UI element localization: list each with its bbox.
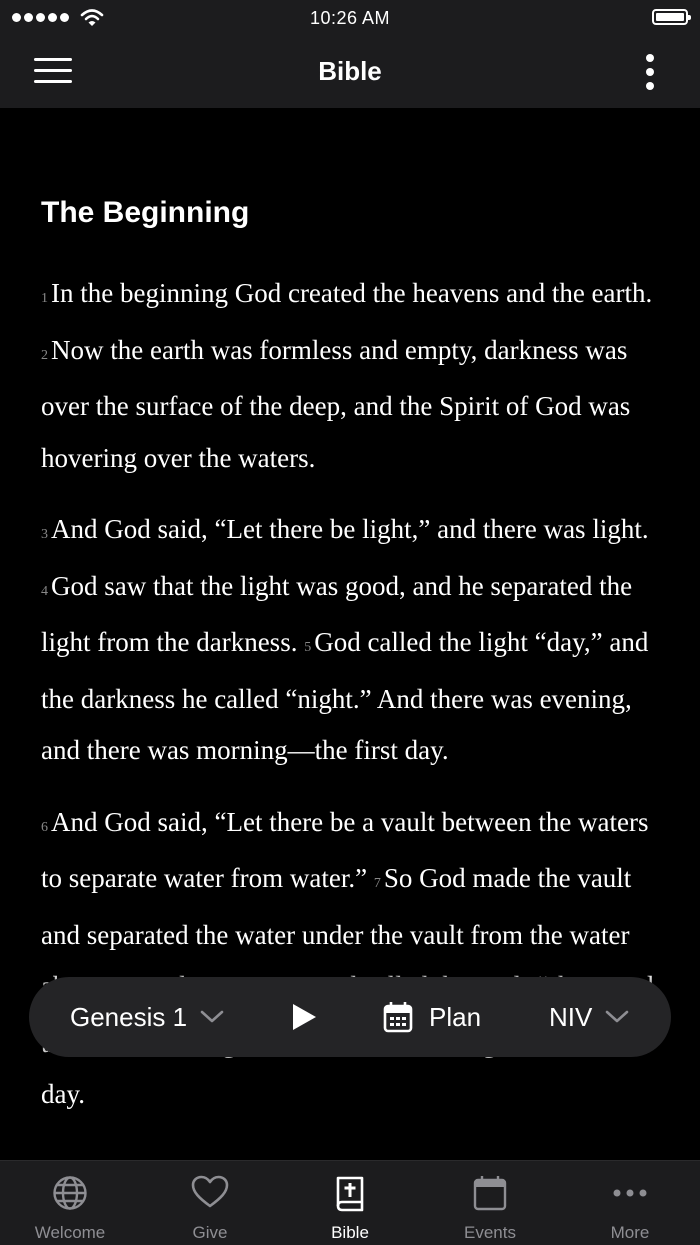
- more-options-icon[interactable]: [644, 52, 656, 92]
- verse-text[interactable]: God saw that the light was good, and he separated the light from the darkness.: [41, 570, 633, 657]
- tab-events[interactable]: [420, 1161, 560, 1245]
- verse-text[interactable]: God called the light “day,” and the darkness he called “night.” And there was evening, and there was morning—the first day.: [41, 627, 649, 765]
- section-heading: The Beginning: [41, 196, 250, 229]
- page-title: Bible: [318, 56, 382, 86]
- tab-bar: [0, 1160, 700, 1245]
- verse-number: 5: [304, 640, 312, 655]
- tab-more[interactable]: [560, 1161, 700, 1245]
- verse-text[interactable]: So God made the vault and separated the water under the vault from the water: [41, 863, 632, 950]
- paragraph: [41, 797, 671, 1121]
- verse-number: 1: [41, 291, 48, 306]
- verse-number: 6: [41, 819, 48, 835]
- play-audio-button[interactable]: [291, 977, 317, 1057]
- battery-icon: [652, 9, 688, 25]
- version-selector[interactable]: [549, 977, 630, 1057]
- globe-icon: [52, 1175, 88, 1211]
- verse-number: 3: [41, 527, 48, 542]
- bible-icon: [335, 1175, 365, 1213]
- status-time: 10:26 AM: [309, 8, 391, 28]
- chevron-down-icon: [199, 1009, 225, 1025]
- chevron-down-icon: [604, 1009, 630, 1025]
- tab-label: Events: [464, 1223, 516, 1242]
- play-icon: [291, 1003, 317, 1031]
- paragraph: [41, 504, 671, 777]
- tab-welcome[interactable]: [0, 1161, 140, 1245]
- tab-label: Give: [192, 1223, 228, 1242]
- tab-label: Welcome: [34, 1223, 106, 1242]
- paragraph: [41, 268, 671, 484]
- tab-label: Bible: [331, 1223, 369, 1242]
- plan-label: Plan: [429, 1001, 482, 1032]
- tab-bible[interactable]: [280, 1161, 420, 1245]
- verse-number: 2: [41, 347, 48, 363]
- verse-text[interactable]: day.: [41, 1079, 85, 1109]
- version-label: NIV: [549, 1001, 593, 1032]
- verse-text[interactable]: And God said, “Let there be a vault between the waters to separate water from water.”: [41, 806, 649, 893]
- verse-number: 4: [41, 583, 48, 599]
- verse-text[interactable]: And God said, “Let there be light,” and there was light.: [51, 514, 649, 544]
- navigation-bar: [0, 36, 700, 108]
- ellipsis-icon: [612, 1175, 648, 1211]
- plan-button[interactable]: [383, 977, 481, 1057]
- book-chapter-selector[interactable]: [70, 977, 225, 1057]
- heart-icon: [191, 1175, 229, 1209]
- verse-number: 7: [373, 876, 381, 891]
- verse-text[interactable]: In the beginning God created the heavens and the earth.: [51, 278, 653, 308]
- status-bar: [0, 0, 700, 36]
- reader-toolbar: [29, 977, 671, 1057]
- verse-text[interactable]: Now the earth was formless and empty, darkness was over the surface of the deep, and the Spirit of God was hovering over the waters.: [41, 334, 631, 473]
- calendar-icon: [383, 1001, 413, 1033]
- tab-label: More: [610, 1223, 650, 1242]
- book-chapter-label: Genesis 1: [70, 1001, 188, 1032]
- tab-give[interactable]: [140, 1161, 280, 1245]
- calendar-icon: [473, 1175, 507, 1211]
